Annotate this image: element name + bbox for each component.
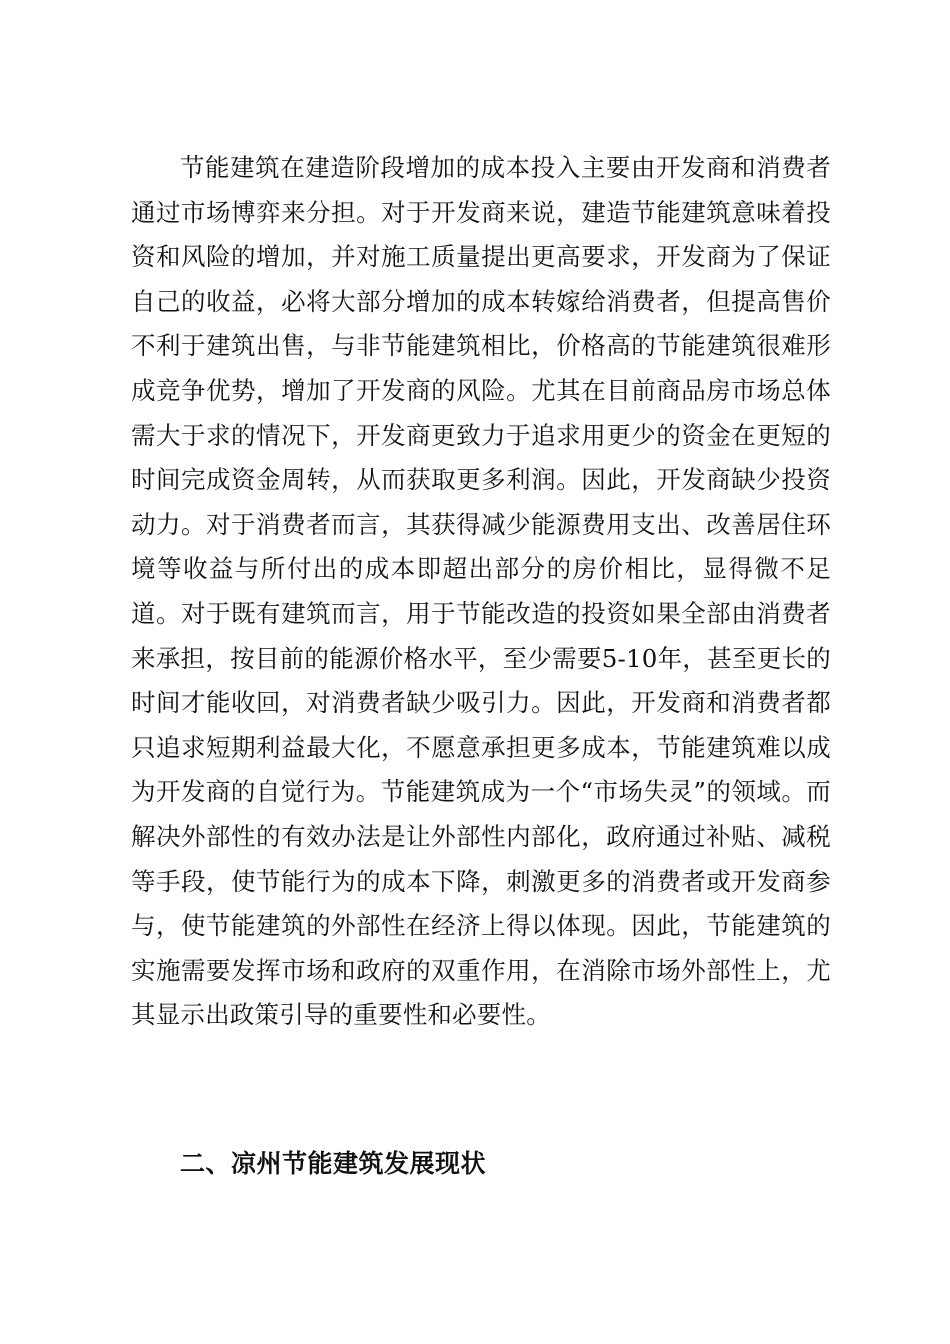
section-heading: 二、凉州节能建筑发展现状 [180,1149,487,1178]
body-paragraph: 节能建筑在建造阶段增加的成本投入主要由开发商和消费者通过市场博弈来分担。对于开发商来说，建造节能建筑意味着投资和风险的增加，并对施工质量提出更高要求，开发商为了保证自己的收益，必将大部分增加的成本转嫁给消费者，但提高售价不利于建筑出售，与非节能建筑相比，价格高的节能建筑很难形成竞争优势，增加了开发商的风险。尤其在目前商品房市场总体需大于求的情况下，开发商更致力于追求用更少的资金在更短的时间完成资金周转，从而获取更多利润。因此，开发商缺少投资动力。对于消费者而言，其获得减少能源费用支出、改善居住环境等收益与所付出的成本即超出部分的房价相比，显得微不足道。对于既有建筑而言，用于节能改造的投资如果全部由消费者来承担，按目前的能源价格水平，至少需要5-10年，甚至更长的时间才能收回，对消费者缺少吸引力。因此，开发商和消费者都只追求短期利益最大化，不愿意承担更多成本，节能建筑难以成为开发商的自觉行为。节能建筑成为一个“市场失灵”的领域。而解决外部性的有效办法是让外部性内部化，政府通过补贴、减税等手段，使节能行为的成本下降，刺激更多的消费者或开发商参与，使节能建筑的外部性在经济上得以体现。因此，节能建筑的实施需要发挥市场和政府的双重作用，在消除市场外部性上，尤其显示出政策引导的重要性和必要性。 [131,153,831,1030]
